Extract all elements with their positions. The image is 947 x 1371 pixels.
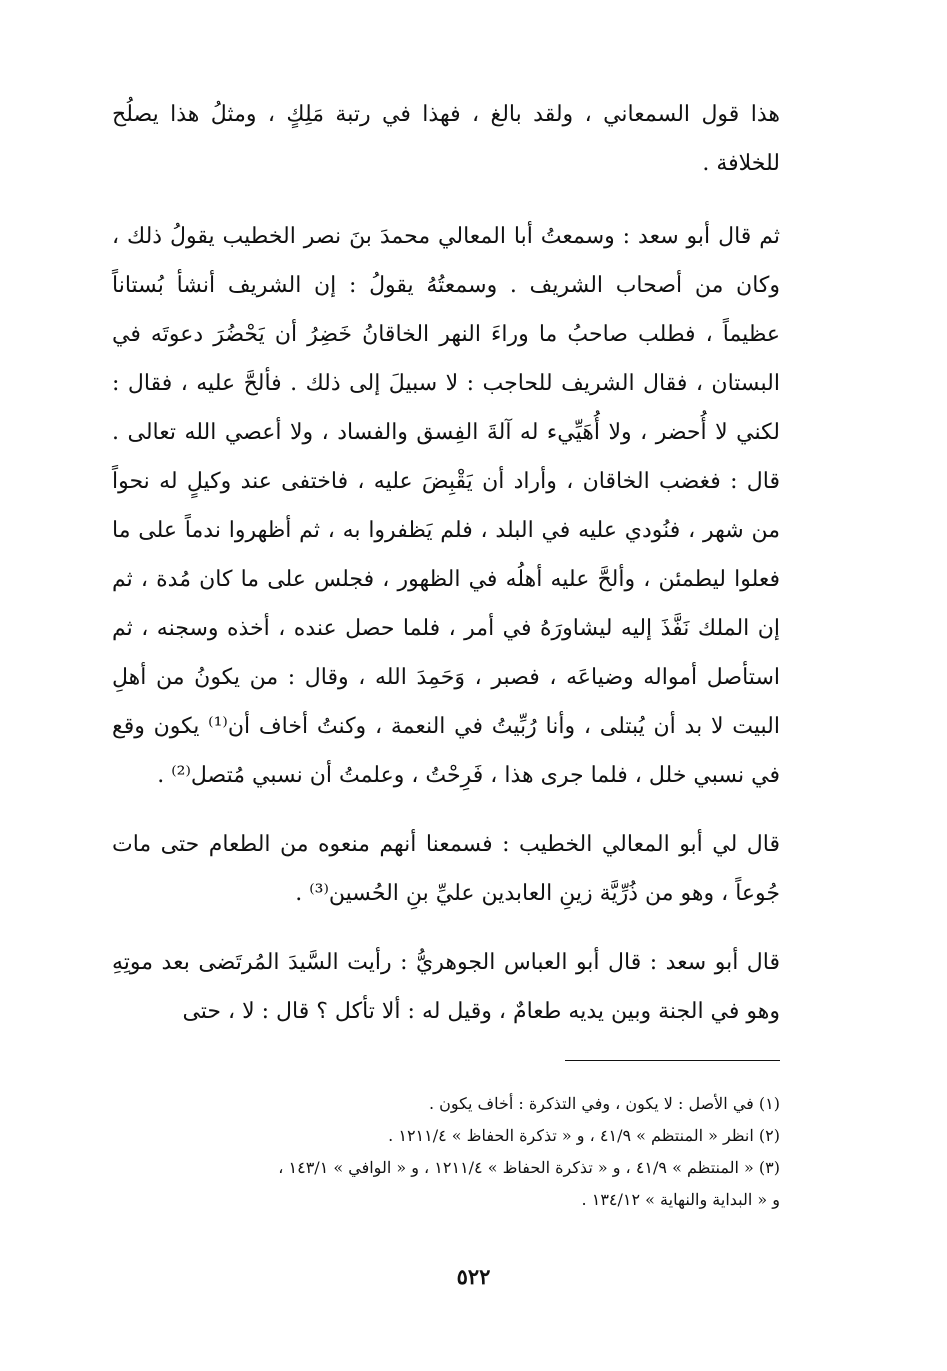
paragraph-text: قال لي أبو المعالي الخطيب : فسمعنا أنهم منعوه من الطعام حتى مات جُوعاً ، وهو من ذُرِّيَّة زينِ العابدين عليِّ بنِ الحُسين⁽³⁾ . <box>112 832 780 906</box>
paragraph-text: هذا قول السمعاني ، ولقد بالغ ، فهذا في رتبة مَلِكٍ ، ومثلُ هذا يصلُح للخلافة . <box>112 102 780 176</box>
footnote-separator <box>565 1060 780 1061</box>
paragraph-text: قال أبو سعد : قال أبو العباس الجوهريُّ : رأيت السَّيدَ المُرتَضى بعد موتِهِ وهو في الجنة وبين يديه طعامٌ ، وقيل له : ألا تأكل ؟ قال : لا ، حتى <box>112 950 780 1024</box>
page-number: ٥٢٢ <box>456 1264 491 1289</box>
footnote-1: (١) في الأصل : لا يكون ، وفي التذكرة : أخاف يكون . <box>428 1094 780 1113</box>
paragraph-samani-quote <box>112 90 780 188</box>
footnote-3: (٣) « المنتظم » ٤١/٩ ، و « تذكرة الحفاظ » ١٢١١/٤ ، و « الوافي » ١٤٣/١ ، <box>278 1158 780 1177</box>
paragraph-khatib-report <box>112 820 780 918</box>
footnote-3-continued: و « البداية والنهاية » ١٣٤/١٢ . <box>581 1190 780 1209</box>
footnotes <box>112 1088 780 1216</box>
paragraph-jawhari-dream <box>112 938 780 1036</box>
paragraph-sharif-story <box>112 212 780 800</box>
footnote-2: (٢) انظر « المنتظم » ٤١/٩ ، و « تذكرة الحفاظ » ١٢١١/٤ . <box>388 1126 780 1145</box>
paragraph-text: ثم قال أبو سعد : وسمعتُ أبا المعالي محمدَ بنَ نصر الخطيب يقولُ ذلك ، وكان من أصحاب الشريف . وسمعتُهُ يقولُ : إن الشريف أنشأ بُستاناً عظيماً ، فطلب صاحبُ ما وراءَ النهر الخاقانُ خَضِرُ أن يَحْضُرَ دعوتَه في البستان ، فقال الشريف للحاجب : لا سبيلَ إلى ذلك . فألحَّ عليه ، فقال : لكني لا أُحضر ، ولا أُهَيِّيء له آلةَ الفِسق والفساد ، ولا أعصي الله تعالى . قال : فغضب الخاقان ، وأراد أن يَقْبِضَ عليه ، فاختفى عند وكيلٍ له نحواً من شهر ، فنُودي عليه في البلد ، فلم يَظفروا به ، ثم أظهروا ندماً على ما فعلوا ليطمئن ، وألحَّ عليه أهلُه في الظهور ، فجلس على ما كان مُدة ، ثم إن الملك نَفَّذَ إليه ليشاورَهُ في أمر ، فلما حصل عنده ، أخذه وسجنه ، ثم استأصل أمواله وضياعَه ، فصبر ، وَحَمِدَ الله ، وقال : من يكونُ من أهلِ البيت لا بد أن يُبتلى ، وأنا رُبِّيتُ في النعمة ، وكنتُ أخاف أن⁽¹⁾ يكون وقع في نسبي خلل ، فلما جرى هذا ، فَرِحْتُ ، وعلمتُ أن نسبي مُتصل⁽²⁾ . <box>112 224 781 788</box>
